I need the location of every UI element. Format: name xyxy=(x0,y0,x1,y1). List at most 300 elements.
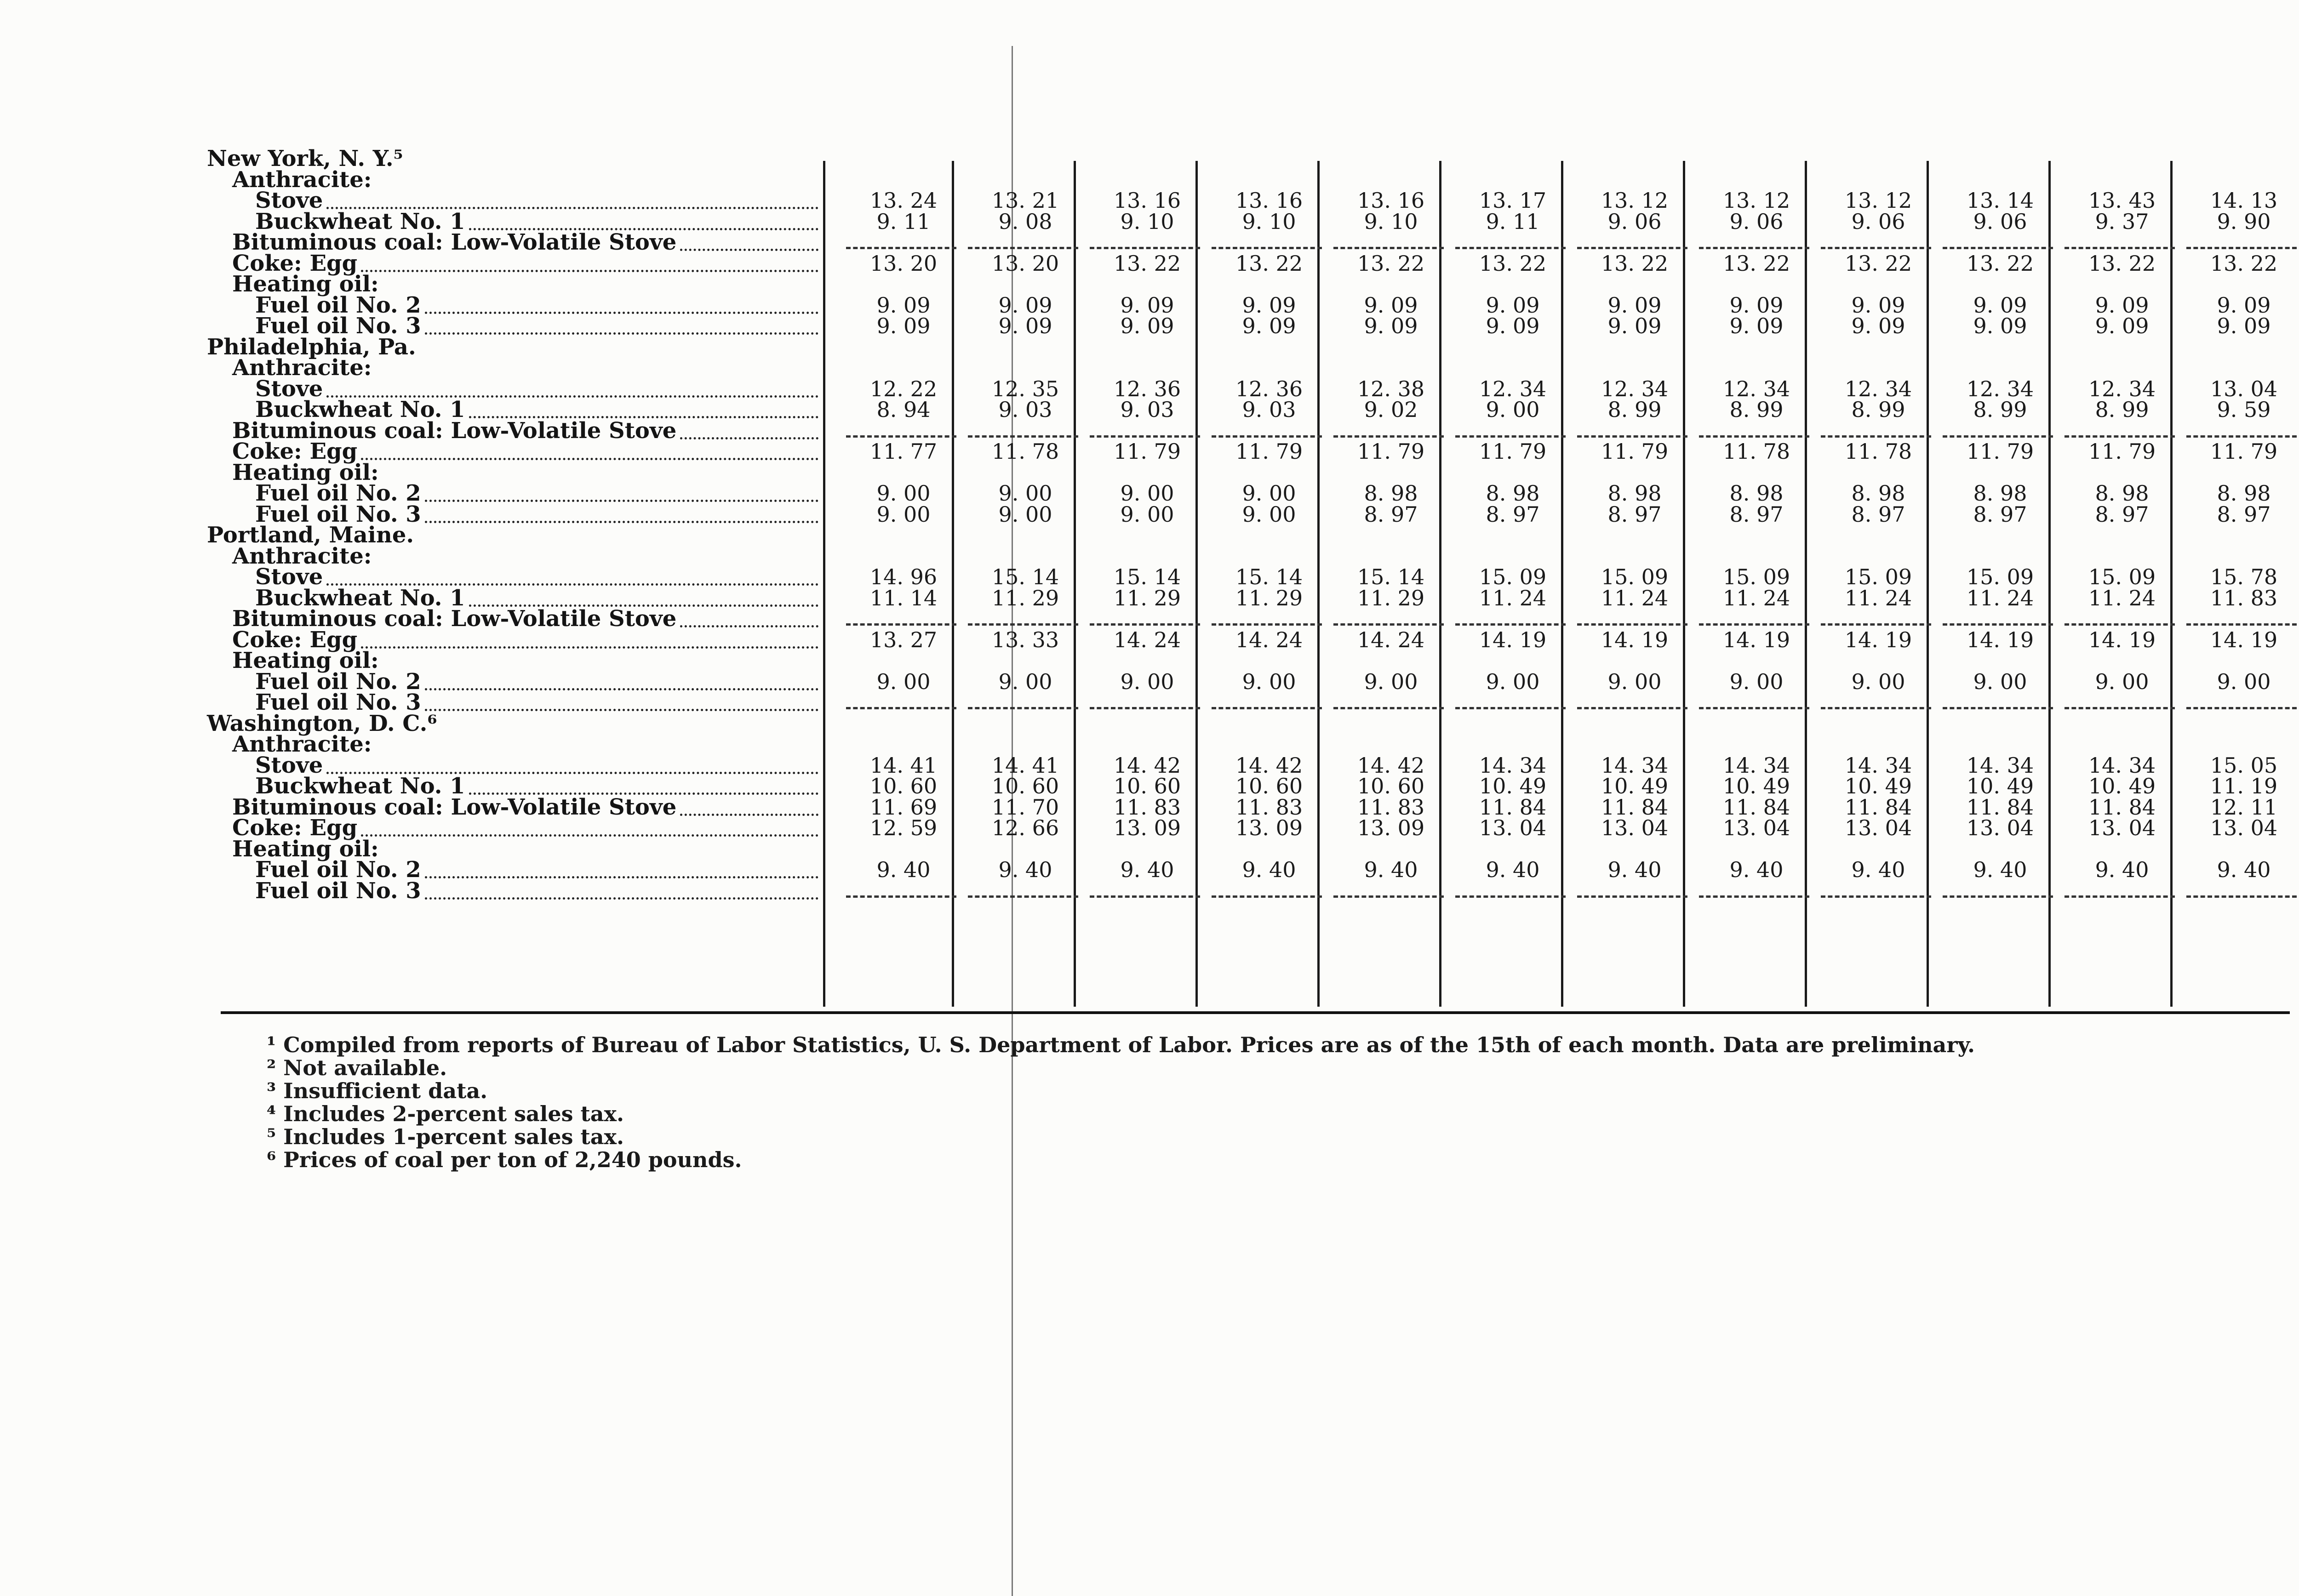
price-cell: 14. 19 xyxy=(2088,627,2156,652)
price-cell: 9. 09 xyxy=(1486,292,1540,318)
price-cell: 14. 24 xyxy=(1357,627,1425,652)
column-rule xyxy=(1074,161,1076,1007)
city-heading: New York, N. Y.⁵ xyxy=(207,146,403,171)
price-cell: 13. 22 xyxy=(1357,251,1425,276)
price-cell: 11. 78 xyxy=(1722,439,1790,464)
no-data-dashes xyxy=(1943,247,2053,249)
price-cell: 11. 29 xyxy=(1235,585,1303,610)
price-cell: 12. 34 xyxy=(1844,376,1912,401)
no-data-dashes xyxy=(1943,623,2053,626)
price-cell: 11. 79 xyxy=(2210,439,2278,464)
no-data-dashes xyxy=(1090,623,1200,626)
row-label: Fuel oil No. 2 xyxy=(255,857,421,883)
price-cell: 9. 40 xyxy=(1364,857,1418,882)
price-cell: 14. 42 xyxy=(1235,752,1303,778)
no-data-dashes xyxy=(846,623,956,626)
price-cell: 12. 11 xyxy=(2210,794,2278,820)
price-cell: 13. 16 xyxy=(1357,188,1425,213)
price-cell: 14. 41 xyxy=(869,752,938,778)
no-data-dashes xyxy=(1577,623,1687,626)
price-cell: 14. 34 xyxy=(1844,752,1912,778)
price-cell: 11. 70 xyxy=(991,794,1059,820)
price-cell: 9. 09 xyxy=(2095,314,2149,338)
price-cell: 14. 19 xyxy=(2210,627,2278,652)
price-cell: 9. 09 xyxy=(1729,292,1784,318)
price-cell: 8. 99 xyxy=(1607,397,1662,422)
dot-leader xyxy=(680,625,818,627)
price-cell: 12. 34 xyxy=(1966,376,2034,401)
price-cell: 9. 40 xyxy=(2217,857,2271,882)
price-cell: 8. 97 xyxy=(1486,502,1540,527)
row-label: Heating oil: xyxy=(232,271,379,297)
row-label: Buckwheat No. 1 xyxy=(255,397,465,422)
price-cell: 10. 60 xyxy=(1235,774,1303,798)
price-cell: 9. 09 xyxy=(1364,292,1418,318)
row-label: Anthracite: xyxy=(232,355,372,381)
price-cell: 8. 98 xyxy=(2217,481,2271,506)
price-cell: 9. 03 xyxy=(1242,397,1296,422)
dot-leader xyxy=(680,814,818,816)
price-cell: 15. 09 xyxy=(1966,564,2034,589)
price-cell: 9. 40 xyxy=(1607,857,1662,882)
no-data-dashes xyxy=(2065,895,2175,898)
no-data-dashes xyxy=(846,707,956,709)
no-data-dashes xyxy=(1821,707,1931,709)
price-cell: 9. 00 xyxy=(1973,669,2027,694)
price-cell: 12. 35 xyxy=(991,376,1059,401)
price-cell: 12. 34 xyxy=(1722,376,1790,401)
price-cell: 15. 09 xyxy=(2088,564,2156,589)
price-cell: 9. 09 xyxy=(876,292,931,318)
price-cell: 11. 84 xyxy=(1601,794,1669,820)
no-data-dashes xyxy=(1943,895,2053,898)
price-cell: 12. 59 xyxy=(869,815,938,840)
price-cell: 8. 97 xyxy=(1973,502,2027,527)
footnote: ² Not available. xyxy=(267,1055,447,1080)
price-cell: 10. 49 xyxy=(1479,774,1547,798)
price-cell: 9. 00 xyxy=(1120,481,1174,506)
row-label: Buckwheat No. 1 xyxy=(255,773,465,799)
dot-leader xyxy=(425,312,818,314)
price-cell: 9. 09 xyxy=(1120,314,1174,338)
price-cell: 11. 77 xyxy=(869,439,938,464)
price-cell: 8. 98 xyxy=(1729,481,1784,506)
price-cell: 9. 00 xyxy=(1729,669,1784,694)
no-data-dashes xyxy=(1212,435,1322,438)
price-cell: 11. 83 xyxy=(1357,794,1425,820)
no-data-dashes xyxy=(1455,707,1566,709)
price-cell: 15. 14 xyxy=(991,564,1059,589)
dot-leader xyxy=(425,500,818,502)
no-data-dashes xyxy=(2186,247,2297,249)
no-data-dashes xyxy=(1699,435,1809,438)
no-data-dashes xyxy=(1699,895,1809,898)
price-cell: 9. 09 xyxy=(1973,292,2027,318)
price-cell: 9. 09 xyxy=(1364,314,1418,338)
table-bottom-rule xyxy=(221,1011,2290,1014)
price-cell: 9. 90 xyxy=(2217,209,2271,234)
price-cell: 13. 09 xyxy=(1235,815,1303,840)
price-cell: 8. 97 xyxy=(2095,502,2149,527)
price-cell: 9. 00 xyxy=(1607,669,1662,694)
no-data-dashes xyxy=(2065,707,2175,709)
no-data-dashes xyxy=(1455,895,1566,898)
price-cell: 8. 99 xyxy=(1973,397,2027,422)
row-label: Coke: Egg xyxy=(232,250,358,276)
row-label: Stove xyxy=(255,564,323,590)
no-data-dashes xyxy=(2186,623,2297,626)
price-cell: 13. 22 xyxy=(1601,251,1669,276)
no-data-dashes xyxy=(1455,435,1566,438)
price-cell: 9. 03 xyxy=(998,397,1052,422)
price-cell: 14. 19 xyxy=(1601,627,1669,652)
price-cell: 14. 24 xyxy=(1235,627,1303,652)
price-cell: 9. 40 xyxy=(1242,857,1296,882)
price-cell: 9. 06 xyxy=(1851,209,1905,234)
row-label: Fuel oil No. 2 xyxy=(255,480,421,506)
price-cell: 9. 10 xyxy=(1120,209,1174,234)
price-cell: 11. 78 xyxy=(1844,439,1912,464)
no-data-dashes xyxy=(1455,623,1566,626)
no-data-dashes xyxy=(1699,247,1809,249)
row-label: Heating oil: xyxy=(232,836,379,862)
price-cell: 9. 09 xyxy=(2217,314,2271,338)
dot-leader xyxy=(680,249,818,251)
no-data-dashes xyxy=(1090,247,1200,249)
price-cell: 8. 94 xyxy=(876,397,931,422)
price-cell: 13. 22 xyxy=(2088,251,2156,276)
no-data-dashes xyxy=(1821,435,1931,438)
row-label: Heating oil: xyxy=(232,648,379,673)
dot-leader xyxy=(361,458,818,460)
price-cell: 12. 34 xyxy=(1601,376,1669,401)
price-cell: 9. 00 xyxy=(876,669,931,694)
price-cell: 11. 19 xyxy=(2210,774,2278,798)
no-data-dashes xyxy=(2065,435,2175,438)
price-cell: 9. 00 xyxy=(998,669,1052,694)
price-cell: 9. 00 xyxy=(1242,669,1296,694)
column-rule xyxy=(823,161,825,1007)
price-cell: 9. 40 xyxy=(876,857,931,882)
price-cell: 11. 83 xyxy=(2210,585,2278,610)
no-data-dashes xyxy=(1212,707,1322,709)
price-cell: 14. 34 xyxy=(1722,752,1790,778)
row-label: Heating oil: xyxy=(232,459,379,485)
price-cell: 9. 59 xyxy=(2217,397,2271,422)
price-cell: 14. 34 xyxy=(2088,752,2156,778)
price-cell: 9. 40 xyxy=(1486,857,1540,882)
price-cell: 11. 78 xyxy=(991,439,1059,464)
price-cell: 13. 04 xyxy=(1844,815,1912,840)
price-cell: 10. 49 xyxy=(1722,774,1790,798)
price-cell: 11. 24 xyxy=(1479,585,1547,610)
price-cell: 9. 00 xyxy=(1242,502,1296,527)
no-data-dashes xyxy=(1577,895,1687,898)
price-cell: 9. 09 xyxy=(1242,314,1296,338)
price-cell: 11. 79 xyxy=(1113,439,1181,464)
price-cell: 13. 43 xyxy=(2088,188,2156,213)
price-cell: 13. 16 xyxy=(1113,188,1181,213)
price-cell: 9. 00 xyxy=(2095,669,2149,694)
no-data-dashes xyxy=(846,895,956,898)
price-cell: 8. 97 xyxy=(1607,502,1662,527)
no-data-dashes xyxy=(1333,435,1444,438)
price-cell: 13. 12 xyxy=(1601,188,1669,213)
row-label: Fuel oil No. 2 xyxy=(255,292,421,318)
city-heading: Portland, Maine. xyxy=(207,522,414,548)
no-data-dashes xyxy=(1212,623,1322,626)
price-cell: 9. 09 xyxy=(1607,314,1662,338)
price-cell: 13. 20 xyxy=(991,251,1059,276)
dot-leader xyxy=(425,709,818,711)
price-cell: 10. 60 xyxy=(869,774,938,798)
row-label: Fuel oil No. 3 xyxy=(255,878,421,904)
row-label: Anthracite: xyxy=(232,731,372,757)
price-cell: 9. 11 xyxy=(876,209,931,234)
price-cell: 12. 66 xyxy=(991,815,1059,840)
row-label: Fuel oil No. 3 xyxy=(255,501,421,527)
price-cell: 8. 98 xyxy=(1607,481,1662,506)
price-cell: 9. 00 xyxy=(876,481,931,506)
footnote: ⁵ Includes 1-percent sales tax. xyxy=(267,1124,624,1149)
footnote: ¹ Compiled from reports of Bureau of Labor Statistics, U. S. Department of Labor. Prices are as of the 15th of each month. Data are preliminary. xyxy=(267,1032,1975,1057)
no-data-dashes xyxy=(1212,895,1322,898)
price-cell: 11. 29 xyxy=(991,585,1059,610)
row-label: Coke: Egg xyxy=(232,627,358,653)
row-label: Anthracite: xyxy=(232,166,372,193)
price-cell: 13. 20 xyxy=(869,251,938,276)
price-cell: 14. 96 xyxy=(869,564,938,589)
row-label: Bituminous coal: Low-Volatile Stove xyxy=(232,417,677,444)
no-data-dashes xyxy=(1455,247,1566,249)
price-cell: 9. 11 xyxy=(1486,209,1540,234)
price-cell: 9. 03 xyxy=(1120,397,1174,422)
price-cell: 11. 84 xyxy=(1479,794,1547,820)
price-cell: 11. 84 xyxy=(1722,794,1790,820)
price-cell: 9. 00 xyxy=(1120,669,1174,694)
price-cell: 14. 34 xyxy=(1966,752,2034,778)
price-cell: 15. 09 xyxy=(1722,564,1790,589)
price-cell: 11. 83 xyxy=(1235,794,1303,820)
price-cell: 8. 98 xyxy=(1486,481,1540,506)
column-rule xyxy=(1561,161,1563,1007)
price-cell: 9. 09 xyxy=(1729,314,1784,338)
no-data-dashes xyxy=(2065,247,2175,249)
dot-leader xyxy=(425,876,818,878)
row-label: Stove xyxy=(255,188,323,213)
row-label: Coke: Egg xyxy=(232,815,358,841)
price-cell: 11. 29 xyxy=(1357,585,1425,610)
price-cell: 13. 22 xyxy=(1844,251,1912,276)
no-data-dashes xyxy=(846,435,956,438)
price-cell: 11. 84 xyxy=(1966,794,2034,820)
price-cell: 14. 19 xyxy=(1844,627,1912,652)
no-data-dashes xyxy=(1333,707,1444,709)
footnote: ⁴ Includes 2-percent sales tax. xyxy=(267,1101,624,1126)
price-cell: 9. 00 xyxy=(1242,481,1296,506)
price-cell: 10. 60 xyxy=(1113,774,1181,798)
price-cell: 15. 09 xyxy=(1601,564,1669,589)
price-cell: 10. 49 xyxy=(1601,774,1669,798)
price-cell: 10. 49 xyxy=(2088,774,2156,798)
no-data-dashes xyxy=(1090,435,1200,438)
price-cell: 13. 04 xyxy=(1966,815,2034,840)
price-cell: 14. 19 xyxy=(1722,627,1790,652)
no-data-dashes xyxy=(1943,435,2053,438)
row-label: Stove xyxy=(255,376,323,402)
row-label: Bituminous coal: Low-Volatile Stove xyxy=(232,794,677,820)
dot-leader xyxy=(361,270,818,272)
price-cell: 13. 22 xyxy=(1113,251,1181,276)
column-rule xyxy=(1805,161,1807,1007)
price-cell: 13. 04 xyxy=(2088,815,2156,840)
price-cell: 10. 60 xyxy=(1357,774,1425,798)
column-rule xyxy=(1683,161,1685,1007)
no-data-dashes xyxy=(846,247,956,249)
price-cell: 9. 40 xyxy=(998,857,1052,882)
footnote: ³ Insufficient data. xyxy=(267,1078,488,1103)
row-label: Stove xyxy=(255,752,323,778)
price-cell: 14. 13 xyxy=(2210,188,2278,213)
price-cell: 13. 04 xyxy=(1479,815,1547,840)
no-data-dashes xyxy=(968,247,1078,249)
row-label: Bituminous coal: Low-Volatile Stove xyxy=(232,229,677,255)
no-data-dashes xyxy=(1821,623,1931,626)
no-data-dashes xyxy=(1212,247,1322,249)
price-cell: 11. 24 xyxy=(1722,585,1790,610)
price-cell: 9. 10 xyxy=(1242,209,1296,234)
dot-leader xyxy=(425,688,818,690)
no-data-dashes xyxy=(1577,247,1687,249)
no-data-dashes xyxy=(1333,895,1444,898)
price-cell: 8. 99 xyxy=(1729,397,1784,422)
price-cell: 9. 09 xyxy=(876,314,931,338)
price-cell: 9. 00 xyxy=(876,502,931,527)
column-rule xyxy=(1439,161,1441,1007)
no-data-dashes xyxy=(1333,247,1444,249)
dot-leader xyxy=(680,437,818,439)
price-cell: 9. 00 xyxy=(1364,669,1418,694)
price-cell: 9. 09 xyxy=(1973,314,2027,338)
dot-leader xyxy=(361,834,818,837)
price-cell: 11. 83 xyxy=(1113,794,1181,820)
price-cell: 13. 22 xyxy=(2210,251,2278,276)
price-cell: 13. 04 xyxy=(1722,815,1790,840)
price-cell: 15. 14 xyxy=(1357,564,1425,589)
price-cell: 9. 00 xyxy=(1486,397,1540,422)
price-cell: 8. 98 xyxy=(1851,481,1905,506)
price-cell: 14. 19 xyxy=(1479,627,1547,652)
price-cell: 9. 09 xyxy=(1851,292,1905,318)
price-cell: 9. 00 xyxy=(1120,502,1174,527)
column-rule xyxy=(1317,161,1320,1007)
dot-leader xyxy=(425,897,818,900)
row-label: Fuel oil No. 2 xyxy=(255,668,421,695)
price-cell: 8. 97 xyxy=(2217,502,2271,527)
price-cell: 8. 97 xyxy=(1851,502,1905,527)
price-cell: 9. 06 xyxy=(1729,209,1784,234)
price-cell: 9. 09 xyxy=(2095,292,2149,318)
price-cell: 9. 40 xyxy=(2095,857,2149,882)
price-cell: 9. 40 xyxy=(1973,857,2027,882)
no-data-dashes xyxy=(2065,623,2175,626)
price-cell: 8. 99 xyxy=(1851,397,1905,422)
price-cell: 8. 98 xyxy=(1973,481,2027,506)
price-cell: 15. 14 xyxy=(1235,564,1303,589)
price-cell: 15. 05 xyxy=(2210,752,2278,778)
price-cell: 14. 42 xyxy=(1357,752,1425,778)
footnote: ⁶ Prices of coal per ton of 2,240 pounds. xyxy=(267,1147,742,1172)
column-rule xyxy=(1927,161,1929,1007)
price-cell: 11. 24 xyxy=(1844,585,1912,610)
price-cell: 9. 09 xyxy=(1242,292,1296,318)
price-cell: 11. 79 xyxy=(1966,439,2034,464)
price-cell: 11. 69 xyxy=(869,794,938,820)
no-data-dashes xyxy=(1699,623,1809,626)
price-cell: 10. 60 xyxy=(991,774,1059,798)
price-cell: 9. 00 xyxy=(2217,669,2271,694)
row-label: Fuel oil No. 3 xyxy=(255,313,421,339)
no-data-dashes xyxy=(1699,707,1809,709)
price-cell: 11. 79 xyxy=(2088,439,2156,464)
no-data-dashes xyxy=(2186,895,2297,898)
column-rule xyxy=(2170,161,2173,1007)
price-cell: 9. 09 xyxy=(998,314,1052,338)
dot-leader xyxy=(361,646,818,649)
price-cell: 9. 09 xyxy=(1120,292,1174,318)
row-label: Buckwheat No. 1 xyxy=(255,585,465,611)
price-cell: 9. 06 xyxy=(1973,209,2027,234)
price-cell: 11. 14 xyxy=(869,585,938,610)
price-cell: 12. 22 xyxy=(869,376,938,401)
price-cell: 14. 19 xyxy=(1966,627,2034,652)
price-cell: 13. 33 xyxy=(991,627,1059,652)
price-cell: 13. 17 xyxy=(1479,188,1547,213)
price-cell: 8. 97 xyxy=(1364,502,1418,527)
no-data-dashes xyxy=(1821,247,1931,249)
no-data-dashes xyxy=(1821,895,1931,898)
column-rule xyxy=(2048,161,2051,1007)
price-cell: 12. 34 xyxy=(1479,376,1547,401)
price-cell: 11. 79 xyxy=(1357,439,1425,464)
price-cell: 9. 00 xyxy=(1486,669,1540,694)
price-cell: 8. 98 xyxy=(1364,481,1418,506)
price-cell: 9. 40 xyxy=(1851,857,1905,882)
price-cell: 9. 09 xyxy=(1851,314,1905,338)
price-cell: 8. 99 xyxy=(2095,397,2149,422)
price-cell: 13. 04 xyxy=(2210,815,2278,840)
row-label: Coke: Egg xyxy=(232,439,358,464)
price-cell: 11. 79 xyxy=(1601,439,1669,464)
row-label: Anthracite: xyxy=(232,543,372,569)
price-cell: 9. 09 xyxy=(1486,314,1540,338)
price-cell: 9. 00 xyxy=(998,481,1052,506)
price-cell: 12. 34 xyxy=(2088,376,2156,401)
price-cell: 11. 79 xyxy=(1479,439,1547,464)
price-cell: 13. 09 xyxy=(1357,815,1425,840)
price-cell: 10. 49 xyxy=(1966,774,2034,798)
price-cell: 13. 21 xyxy=(991,188,1059,213)
price-cell: 11. 24 xyxy=(1601,585,1669,610)
price-cell: 9. 09 xyxy=(998,292,1052,318)
price-cell: 9. 37 xyxy=(2095,209,2149,234)
price-cell: 11. 79 xyxy=(1235,439,1303,464)
price-cell: 9. 06 xyxy=(1607,209,1662,234)
row-label: Bituminous coal: Low-Volatile Stove xyxy=(232,606,677,632)
price-cell: 13. 22 xyxy=(1966,251,2034,276)
price-cell: 13. 09 xyxy=(1113,815,1181,840)
price-cell: 9. 09 xyxy=(2217,292,2271,318)
